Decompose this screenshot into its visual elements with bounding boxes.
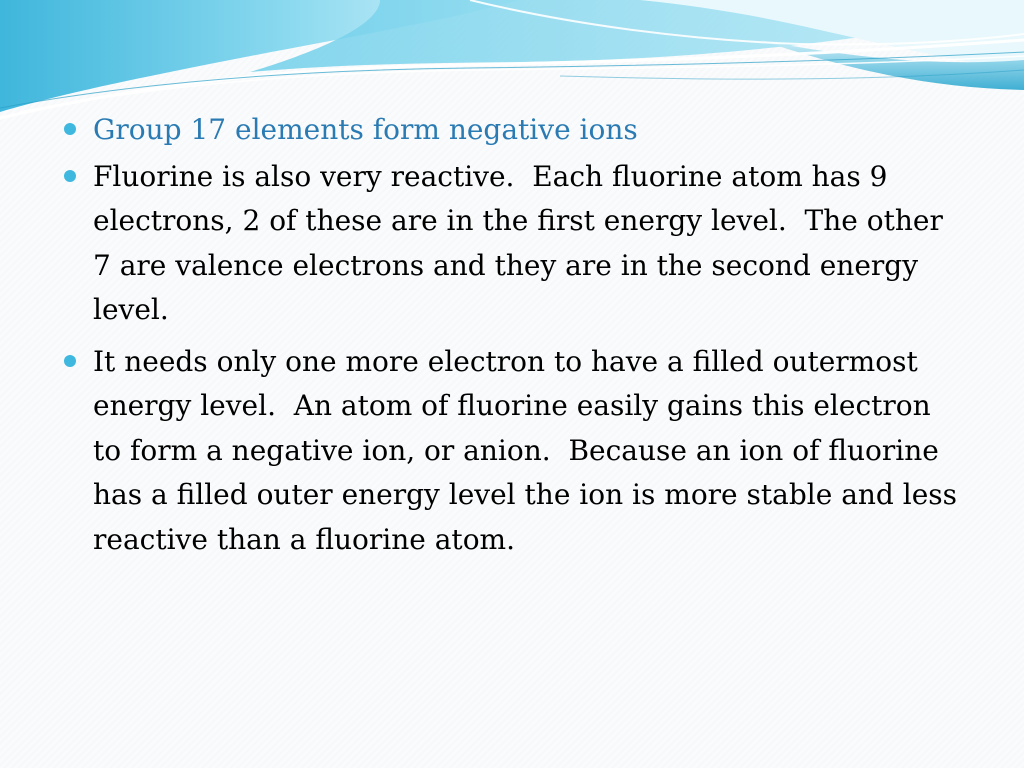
bullet-dot-icon bbox=[64, 170, 76, 182]
bullet-item bbox=[60, 340, 966, 563]
bullet-list bbox=[60, 108, 966, 569]
bullet-text: Group 17 elements form negative ions bbox=[93, 113, 638, 146]
bullet-text: Fluorine is also very reactive. Each fluorine atom has 9 electrons, 2 of these are in the first energy level. The other 7 are valence electrons and they are in the second energy level. bbox=[93, 159, 952, 326]
bullet-dot-icon bbox=[64, 355, 76, 367]
bullet-text: It needs only one more electron to have a filled outermost energy level. An atom of fluorine easily gains this electron to form a negative ion, or anion. Because an ion of fluorine has a filled outer energy level the ion is more stable and less reactive than a fluorine atom. bbox=[93, 344, 966, 556]
bullet-item bbox=[60, 108, 960, 153]
bullet-dot-icon bbox=[64, 123, 76, 135]
bullet-item bbox=[60, 155, 960, 333]
